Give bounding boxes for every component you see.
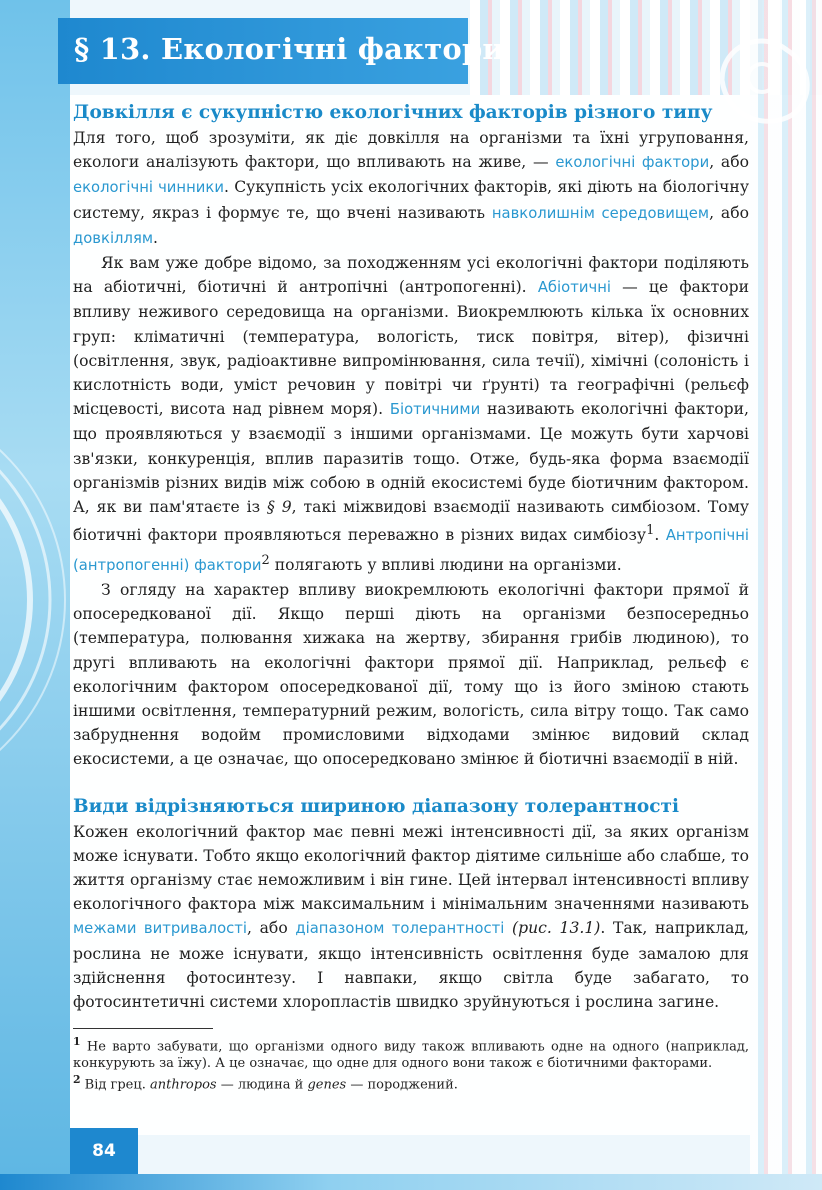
section-title-bar [58, 18, 505, 84]
text-segment: genes [307, 1077, 347, 1093]
text-segment: Кожен екологічний фактор має певні межі інтенсивності дії, за яких організм може існувати. Тобто якщо екологічний фактор діятиме сильніше або слабше, то життя організму стає неможливим і він гине. Цей інтервал інтенсивності впливу екологічного фактора між максимальним і мінімальним значеннями називають [73, 822, 749, 914]
text-segment: Для того, щоб зрозуміти, як діє довкілля на організми та їхні угруповання, екологи аналізують фактори, що впливають на живе, — [73, 129, 749, 172]
footnote-ref: 2 [261, 552, 270, 568]
paragraph [73, 820, 749, 1015]
paragraph [73, 578, 749, 772]
section-heading: Види відрізняються шириною діапазону толерантності [73, 795, 679, 817]
text-segment: . [654, 526, 666, 545]
footnote [73, 1034, 749, 1072]
text-segment: , або [709, 153, 749, 172]
text-segment: , такі міжвидові взаємодії називають симбіозом. Тому біотичні фактори проявляються переважно в різних видах симбіозу [73, 498, 749, 545]
footnote-ref: 2 [73, 1073, 81, 1087]
text-segment: полягають у впливі людини на організми. [269, 555, 622, 574]
text-segment: , або [247, 919, 296, 938]
footnote [73, 1072, 749, 1094]
text-segment: — породжений. [346, 1077, 458, 1093]
bottom-decorative-band [0, 1174, 822, 1190]
term-highlight: діапазоном толерантності [295, 920, 505, 938]
footnotes [73, 1034, 749, 1094]
text-segment: . Так, наприклад, рослина не може існувати, якщо інтенсивність освітлення буде замалою для здійснення фотосинтезу. І навпаки, якщо світла буде забагато, то фотосинтетичні системи хлоропластів швидко зруйнуються і рослина загине. [73, 919, 749, 1012]
term-highlight: навколишнім середовищем [491, 204, 710, 222]
right-decorative-stripes [750, 0, 822, 1190]
footnote-ref: 1 [73, 1035, 81, 1048]
section-heading: Довкілля є сукупністю екологічних факторів різного типу [73, 102, 713, 123]
text-segment: (рис. 13.1) [512, 919, 601, 938]
paragraph [73, 251, 749, 578]
page-number: 84 [70, 1128, 138, 1174]
text-segment: § 9 [267, 498, 292, 517]
term-highlight: Біотичними [389, 401, 481, 419]
text-segment: називають екологічні фактори, що проявляються у взаємодії з іншими організмами. Це можуть бути харчові зв'язки, конкуренція, вплив паразитів тощо. Отже, будь-яка форма взаємодії організмів різних видів між собою в одній екосистемі буде біотичним фактором. А, як ви пам'ятаєте із [73, 400, 750, 517]
text-segment: Не варто забувати, що організми одного виду також впливають одне на одного (наприклад, конкурують за їжу). А це означає, що одне для одного вони також є біотичними факторами. [73, 1039, 749, 1071]
decorative-arcs [0, 0, 80, 1190]
footnote-ref: 1 [646, 523, 655, 539]
paragraph [73, 126, 749, 251]
text-segment: Як вам уже добре відомо, за походженням усі екологічні фактори поділяють на абіотичні, біотичні й антропічні (антропогенні). [73, 254, 749, 297]
text-segment: . [153, 228, 159, 247]
term-highlight: екологічні фактори [555, 154, 710, 172]
text-segment: . Сукупність усіх екологічних факторів, які діють на біологічну систему, якраз і формує те, що вчені називають [73, 178, 749, 222]
term-highlight: межами витривалості [73, 920, 247, 938]
text-segment: — це фактори впливу неживого середовища на організми. Виокремлюють кілька їх основних груп: кліматичні (температура, вологість, тиск повітря, вітер), фізичні (освітлення, звук, радіоактивне випромінювання, сила течії), хімічні (солоність і кислотність води, уміст речовин у повітрі чи ґрунті) та географічні (рельєф місцевості, висота над рівнем моря). [73, 278, 749, 419]
text-segment [504, 919, 512, 937]
term-highlight: екологічні чинники [73, 179, 224, 197]
text-segment: , або [709, 203, 749, 222]
footnote-divider [73, 1028, 213, 1029]
text-segment: Від грец. [80, 1077, 150, 1093]
term-highlight: Абіотичні [537, 279, 611, 297]
term-highlight: довкіллям [73, 229, 154, 247]
term-highlight: Антропічні (антропогенні) фактори [73, 527, 749, 574]
section-gap [73, 772, 749, 794]
text-segment: З огляду на характер впливу виокремлюють екологічні фактори прямої й опосередкованої дії. Якщо перші діють на організми безпосередньо (температура, полювання хижака на жертву, збирання грибів людиною), то другі впливають на екологічні фактори прямої дії. Наприклад, рельєф є екологічним фактором опосередкованої дії, тому що із його зміною стають іншими освітлення, температурний режим, вологість, сила вітру тощо. Так само забруднення водойм промисловими відходами змінює видовий склад екосистеми, а це означає, що опосередковано змінює й біотичні взаємодії в ній. [73, 581, 749, 769]
main-text [73, 100, 749, 1014]
text-segment: anthropos [149, 1077, 217, 1093]
page-title: § 13. Екологічні фактори [74, 32, 505, 66]
text-segment: — людина й [216, 1077, 308, 1093]
